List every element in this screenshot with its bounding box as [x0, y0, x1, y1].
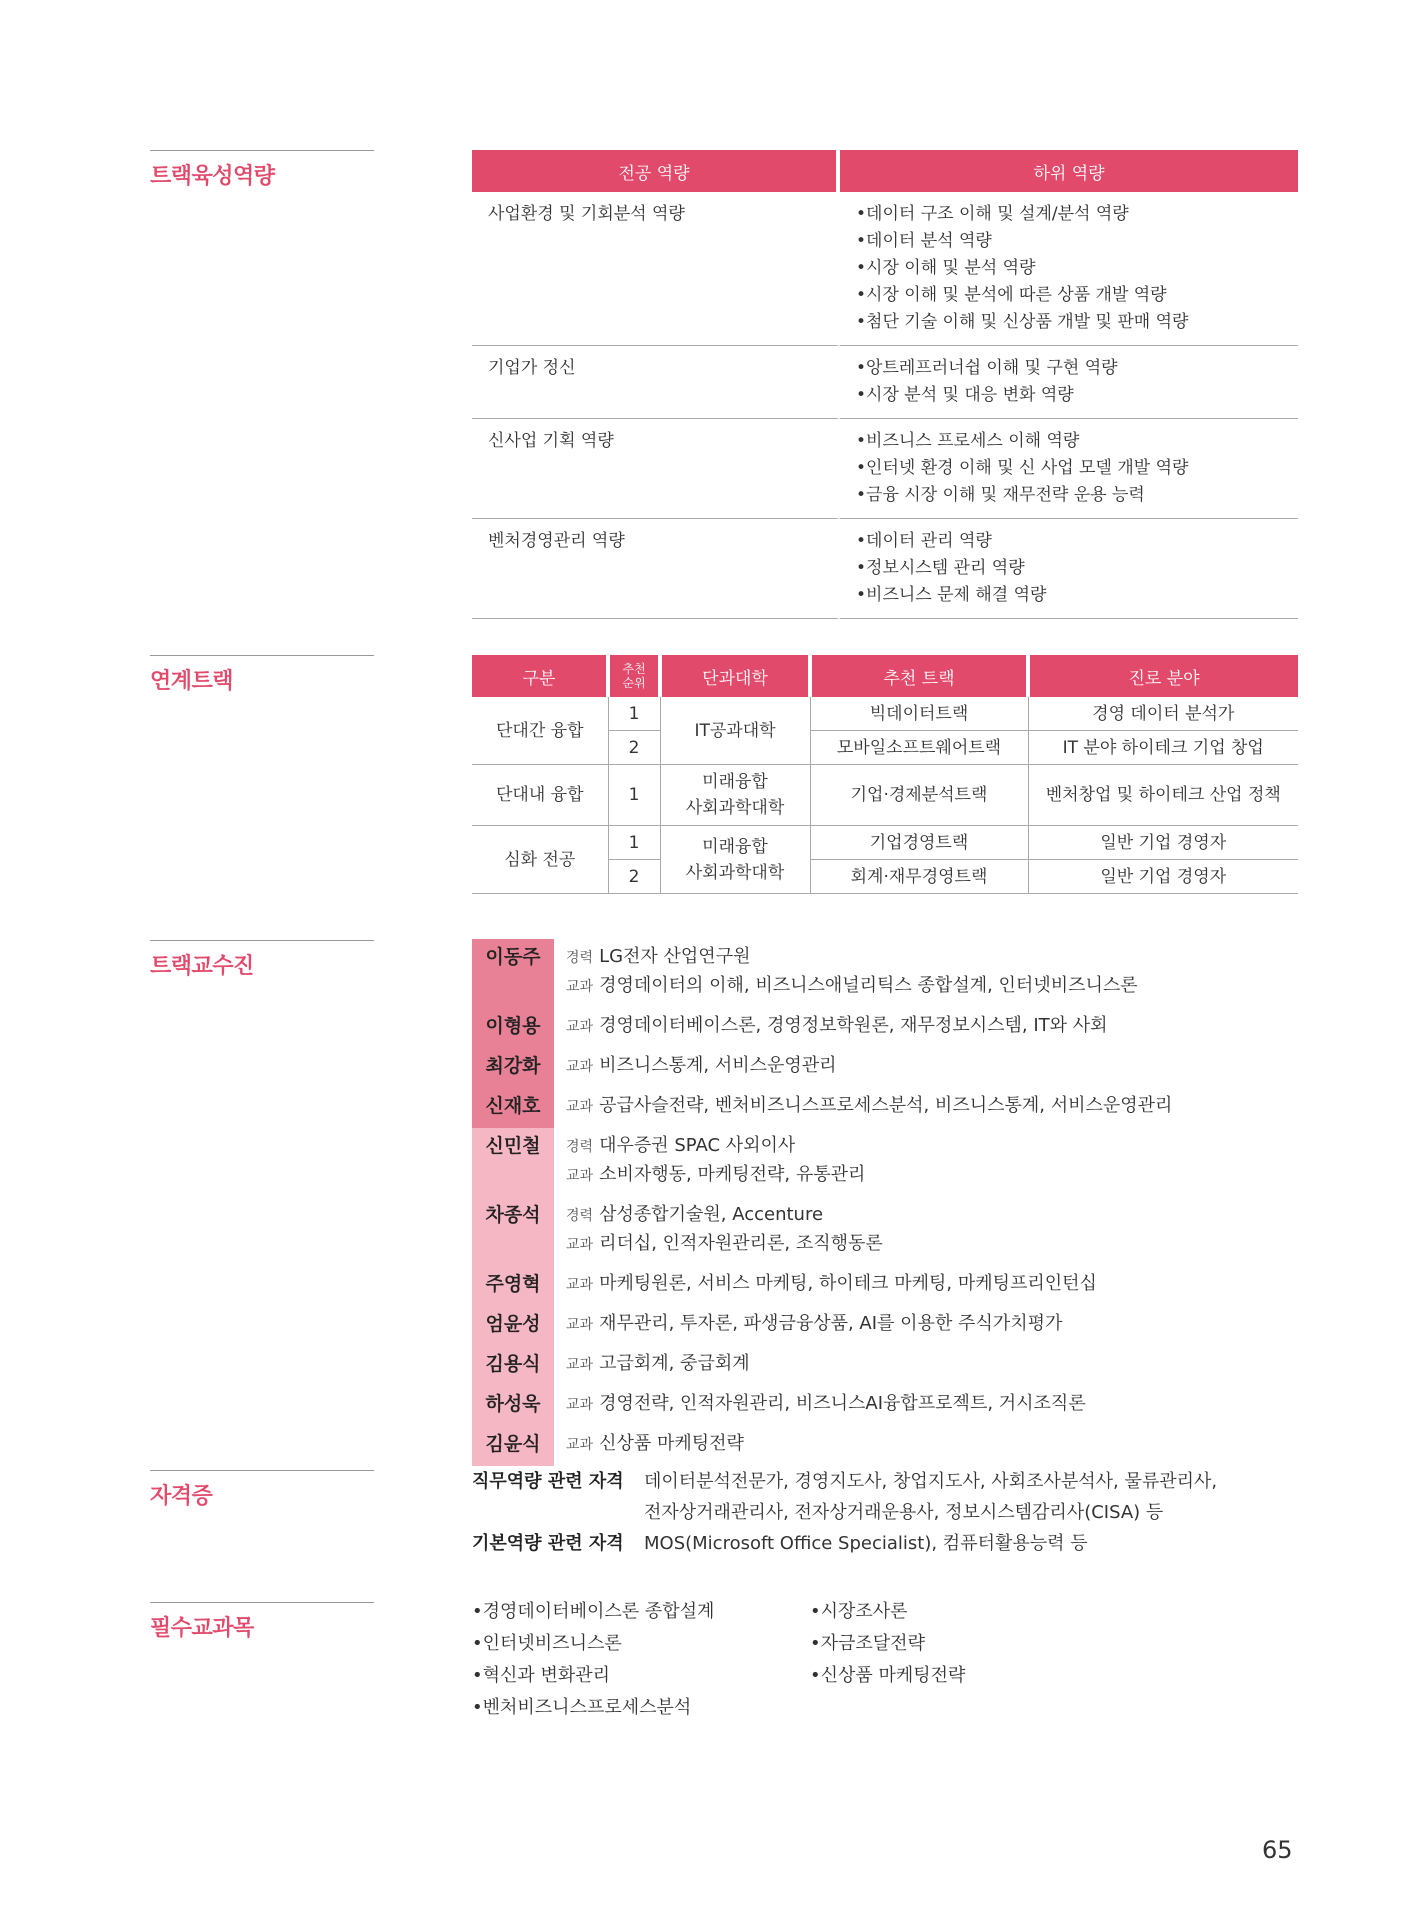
list-item: • 인터넷 환경 이해 및 신 사업 모델 개발 역량	[856, 455, 1298, 482]
header-category: 구분	[472, 655, 608, 697]
cell-category: 단대간 융합	[472, 697, 608, 765]
cell-sub-competencies	[840, 519, 1298, 619]
line-text: 대우증권 SPAC 사외이사	[599, 1135, 796, 1156]
faculty-name: 신재호	[472, 1088, 554, 1128]
sub-competency-list	[856, 428, 1298, 509]
faculty-name: 김윤식	[472, 1426, 554, 1466]
cell-rank: 1	[608, 826, 660, 860]
faculty-line	[566, 1310, 1062, 1339]
required-courses	[472, 1596, 1298, 1724]
cert-row	[472, 1466, 1298, 1528]
faculty-name: 엄윤성	[472, 1306, 554, 1346]
faculty-name: 이동주	[472, 939, 554, 1008]
faculty-row	[472, 1008, 1298, 1048]
line-kind: 교과	[566, 1397, 594, 1413]
section-label-required: 필수교과목	[150, 1602, 374, 1642]
cell-rank: 1	[608, 697, 660, 731]
faculty-line	[566, 1430, 744, 1459]
line-kind: 교과	[566, 1237, 594, 1253]
cell-sub-competencies	[840, 346, 1298, 419]
header-college: 단과대학	[660, 655, 810, 697]
sub-competency-list	[856, 355, 1298, 409]
faculty-name: 주영혁	[472, 1266, 554, 1306]
faculty-name: 최강화	[472, 1048, 554, 1088]
line-kind: 교과	[566, 1357, 594, 1373]
faculty-row	[472, 1048, 1298, 1088]
faculty-row	[472, 1346, 1298, 1386]
course-item: • 신상품 마케팅전략	[810, 1660, 965, 1692]
cell-track: 기업경영트랙	[810, 826, 1028, 860]
section-label-certs: 자격증	[150, 1470, 374, 1510]
faculty-line	[566, 1270, 1097, 1299]
faculty-name: 김용식	[472, 1346, 554, 1386]
cell-college	[660, 765, 810, 826]
faculty-line	[566, 1132, 865, 1161]
line-text: LG전자 산업연구원	[599, 946, 751, 967]
cell-career: 일반 기업 경영자	[1028, 860, 1298, 894]
cert-text	[644, 1528, 1088, 1559]
cell-career: 경영 데이터 분석가	[1028, 697, 1298, 731]
cell-category: 단대내 융합	[472, 765, 608, 826]
faculty-line	[566, 1092, 1172, 1121]
header-rank-top: 추천	[622, 662, 646, 676]
line-kind: 경력	[566, 950, 594, 966]
line-text: 경영전략, 인적자원관리, 비즈니스AI융합프로젝트, 거시조직론	[599, 1393, 1086, 1414]
cert-list	[472, 1466, 1298, 1559]
line-text: 비즈니스통계, 서비스운영관리	[599, 1055, 837, 1076]
faculty-lines	[554, 1088, 1172, 1128]
header-rank-bottom: 순위	[622, 676, 646, 690]
faculty-name: 이형용	[472, 1008, 554, 1048]
faculty-name: 차종석	[472, 1197, 554, 1266]
faculty-line	[566, 1390, 1086, 1419]
cell-major-competency: 신사업 기획 역량	[472, 419, 840, 519]
list-item: • 첨단 기술 이해 및 신상품 개발 및 판매 역량	[856, 309, 1298, 336]
faculty-lines	[554, 1266, 1097, 1306]
faculty-name: 신민철	[472, 1128, 554, 1197]
list-item: • 시장 이해 및 분석에 따른 상품 개발 역량	[856, 282, 1298, 309]
cell-career: 벤처창업 및 하이테크 산업 정책	[1028, 765, 1298, 826]
cell-career: IT 분야 하이테크 기업 창업	[1028, 731, 1298, 765]
faculty-line	[566, 1161, 865, 1190]
line-text: 경영데이터베이스론, 경영정보학원론, 재무정보시스템, IT와 사회	[599, 1015, 1108, 1036]
sub-competency-list	[856, 528, 1298, 609]
line-kind: 교과	[566, 1317, 594, 1333]
header-career: 진로 분야	[1028, 655, 1298, 697]
table-row	[472, 346, 1298, 419]
course-item: • 경영데이터베이스론 종합설계	[472, 1596, 810, 1628]
cell-track: 기업·경제분석트랙	[810, 765, 1028, 826]
course-item: • 자금조달전략	[810, 1628, 965, 1660]
line-text: 신상품 마케팅전략	[599, 1433, 744, 1454]
list-item: • 비즈니스 프로세스 이해 역량	[856, 428, 1298, 455]
cell-major-competency: 벤처경영관리 역량	[472, 519, 840, 619]
cell-sub-competencies	[840, 419, 1298, 519]
section-label-competency: 트랙육성역량	[150, 150, 374, 190]
line-kind: 교과	[566, 1059, 594, 1075]
cell-track: 회계·재무경영트랙	[810, 860, 1028, 894]
cell-category: 심화 전공	[472, 826, 608, 894]
cert-label: 기본역량 관련 자격	[472, 1533, 624, 1554]
faculty-line	[566, 1012, 1108, 1041]
list-item: • 앙트레프러너쉽 이해 및 구현 역량	[856, 355, 1298, 382]
line-kind: 교과	[566, 1019, 594, 1035]
cert-line: 데이터분석전문가, 경영지도사, 창업지도사, 사회조사분석사, 물류관리사,	[644, 1471, 1218, 1492]
section-label-linked: 연계트랙	[150, 655, 374, 695]
line-text: 삼성종합기술원, Accenture	[599, 1204, 824, 1225]
list-item: • 데이터 관리 역량	[856, 528, 1298, 555]
faculty-lines	[554, 1346, 750, 1386]
cell-college: IT공과대학	[660, 697, 810, 765]
header-sub-competency: 하위 역량	[840, 150, 1298, 192]
line-kind: 교과	[566, 1277, 594, 1293]
line-text: 소비자행동, 마케팅전략, 유통관리	[599, 1164, 866, 1185]
line-kind: 교과	[566, 1437, 594, 1453]
section-label-faculty: 트랙교수진	[150, 940, 374, 980]
header-track: 추천 트랙	[810, 655, 1028, 697]
course-item: • 시장조사론	[810, 1596, 965, 1628]
sub-competency-list	[856, 201, 1298, 336]
line-kind: 경력	[566, 1208, 594, 1224]
cell-rank: 1	[608, 765, 660, 826]
faculty-lines	[554, 1386, 1086, 1426]
faculty-lines	[554, 939, 1138, 1008]
cert-row	[472, 1528, 1298, 1559]
list-item: • 데이터 분석 역량	[856, 228, 1298, 255]
list-item: • 정보시스템 관리 역량	[856, 555, 1298, 582]
faculty-line	[566, 1052, 837, 1081]
cert-label: 직무역량 관련 자격	[472, 1471, 624, 1492]
cell-sub-competencies	[840, 192, 1298, 346]
faculty-lines	[554, 1048, 837, 1088]
line-text: 마케팅원론, 서비스 마케팅, 하이테크 마케팅, 마케팅프리인턴십	[599, 1273, 1097, 1294]
table-row	[472, 519, 1298, 619]
line-kind: 교과	[566, 1099, 594, 1115]
faculty-row	[472, 939, 1298, 1008]
faculty-line	[566, 943, 1138, 972]
cert-line: MOS(Microsoft Office Specialist), 컴퓨터활용능력 등	[644, 1533, 1088, 1554]
faculty-lines	[554, 1306, 1062, 1346]
page-number: 65	[1262, 1836, 1293, 1864]
faculty-row	[472, 1128, 1298, 1197]
cert-text	[644, 1466, 1217, 1528]
list-item: • 금융 시장 이해 및 재무전략 운용 능력	[856, 482, 1298, 509]
faculty-line	[566, 1230, 883, 1259]
cell-career: 일반 기업 경영자	[1028, 826, 1298, 860]
table-row	[472, 192, 1298, 346]
list-item: • 시장 분석 및 대응 변화 역량	[856, 382, 1298, 409]
header-rank	[608, 655, 660, 697]
course-item: • 혁신과 변화관리	[472, 1660, 810, 1692]
cell-rank: 2	[608, 731, 660, 765]
course-item: • 벤처비즈니스프로세스분석	[472, 1692, 810, 1724]
list-item: • 데이터 구조 이해 및 설계/분석 역량	[856, 201, 1298, 228]
cell-track: 모바일소프트웨어트랙	[810, 731, 1028, 765]
faculty-lines	[554, 1008, 1108, 1048]
faculty-row	[472, 1426, 1298, 1466]
course-item: • 인터넷비즈니스론	[472, 1628, 810, 1660]
line-text: 공급사슬전략, 벤처비즈니스프로세스분석, 비즈니스통계, 서비스운영관리	[599, 1095, 1173, 1116]
table-row	[472, 419, 1298, 519]
faculty-line	[566, 1350, 750, 1379]
linked-track-table	[472, 655, 1298, 894]
faculty-line	[566, 972, 1138, 1001]
faculty-row	[472, 1306, 1298, 1346]
faculty-list	[472, 939, 1298, 1466]
required-col-2	[810, 1596, 965, 1724]
cell-major-competency: 기업가 정신	[472, 346, 840, 419]
college-line: 미래융합	[702, 836, 768, 857]
list-item: • 비즈니스 문제 해결 역량	[856, 582, 1298, 609]
competency-table	[472, 150, 1298, 619]
college-line: 사회과학대학	[685, 798, 785, 818]
linked-table-wrap	[472, 655, 1298, 894]
college-line: 사회과학대학	[685, 862, 785, 883]
line-kind: 교과	[566, 1168, 594, 1184]
faculty-line	[566, 1201, 883, 1230]
required-col-1	[472, 1596, 810, 1724]
cell-major-competency: 사업환경 및 기회분석 역량	[472, 192, 840, 346]
college-line: 미래융합	[702, 772, 768, 792]
list-item: • 시장 이해 및 분석 역량	[856, 255, 1298, 282]
faculty-lines	[554, 1426, 744, 1466]
line-text: 고급회계, 중급회계	[599, 1353, 750, 1374]
faculty-lines	[554, 1128, 865, 1197]
cell-track: 빅데이터트랙	[810, 697, 1028, 731]
faculty-row	[472, 1088, 1298, 1128]
cert-line: 전자상거래관리사, 전자상거래운용사, 정보시스템감리사(CISA) 등	[644, 1502, 1164, 1523]
cell-college	[660, 826, 810, 894]
line-text: 재무관리, 투자론, 파생금융상품, AI를 이용한 주식가치평가	[599, 1313, 1063, 1334]
line-kind: 교과	[566, 979, 594, 995]
competency-table-wrap	[472, 150, 1298, 619]
line-text: 경영데이터의 이해, 비즈니스애널리틱스 종합설계, 인터넷비즈니스론	[599, 975, 1138, 996]
line-kind: 경력	[566, 1139, 594, 1155]
faculty-row	[472, 1197, 1298, 1266]
cell-rank: 2	[608, 860, 660, 894]
line-text: 리더십, 인적자원관리론, 조직행동론	[599, 1233, 883, 1254]
faculty-row	[472, 1266, 1298, 1306]
faculty-lines	[554, 1197, 883, 1266]
faculty-name: 하성욱	[472, 1386, 554, 1426]
header-major-competency: 전공 역량	[472, 150, 840, 192]
faculty-row	[472, 1386, 1298, 1426]
